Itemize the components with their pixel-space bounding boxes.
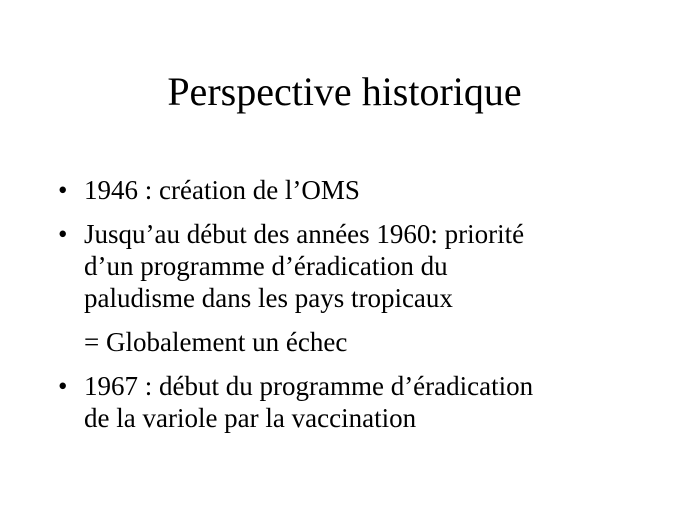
bullet-text: de la variole par la vaccination: [84, 403, 417, 433]
bullet-text: 1946 : création de l’OMS: [84, 175, 360, 205]
bullet-text: paludisme dans les pays tropicaux: [84, 283, 453, 313]
bullet-text: d’un programme d’éradication du: [84, 251, 448, 281]
bullet-item: [58, 174, 658, 206]
continuation-text: = Globalement un échec: [84, 327, 348, 357]
bullet-icon: •: [58, 371, 68, 401]
bullet-text: Jusqu’au début des années 1960: priorité: [84, 219, 525, 249]
bullet-icon: •: [58, 175, 68, 205]
bullet-item: [58, 218, 658, 314]
bullet-list: [58, 174, 658, 446]
slide-title: Perspective historique: [167, 69, 522, 114]
bullet-text: 1967 : début du programme d’éradication: [84, 371, 534, 401]
bullet-icon: •: [58, 219, 68, 249]
bullet-item: [58, 370, 658, 434]
